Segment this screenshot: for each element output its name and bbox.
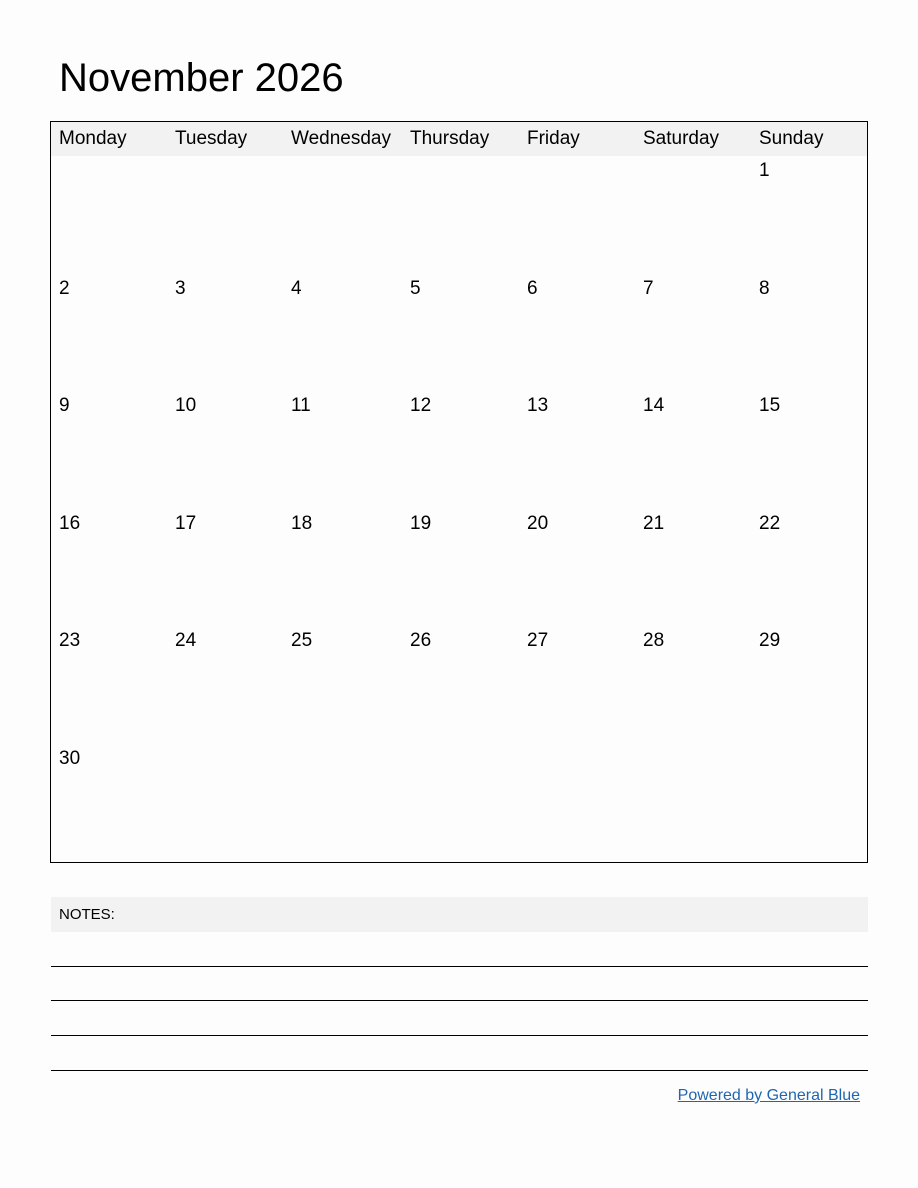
date-cell: 16	[59, 513, 81, 534]
date-cell: 3	[175, 278, 186, 299]
date-cell: 21	[643, 513, 665, 534]
date-cell: 29	[759, 630, 781, 651]
date-cell: 1	[759, 160, 770, 181]
powered-by-link[interactable]: Powered by General Blue	[677, 1087, 860, 1104]
date-cell: 8	[759, 278, 770, 299]
notes-label: NOTES:	[59, 906, 115, 923]
date-cell: 23	[59, 630, 81, 651]
date-cell: 20	[527, 513, 549, 534]
date-cell: 7	[643, 278, 654, 299]
weekday-thursday: Thursday	[410, 128, 490, 149]
weekday-tuesday: Tuesday	[175, 128, 248, 149]
date-cell: 24	[175, 630, 197, 651]
date-cell: 10	[175, 395, 197, 416]
date-cell: 26	[410, 630, 432, 651]
date-cell: 18	[291, 513, 313, 534]
date-cell: 22	[759, 513, 781, 534]
weekday-saturday: Saturday	[643, 128, 720, 149]
date-cell: 17	[175, 513, 197, 534]
date-cell: 6	[527, 278, 538, 299]
page-title: November 2026	[59, 56, 344, 100]
date-cell: 27	[527, 630, 549, 651]
date-cell: 19	[410, 513, 432, 534]
note-line	[51, 1035, 868, 1036]
date-cell: 2	[59, 278, 70, 299]
calendar-grid	[50, 121, 868, 863]
weekday-header-row	[51, 122, 867, 156]
date-cell: 25	[291, 630, 313, 651]
date-cell: 30	[59, 748, 81, 769]
weekday-monday: Monday	[59, 128, 127, 149]
date-cell: 14	[643, 395, 665, 416]
note-line	[51, 1070, 868, 1071]
date-cell: 9	[59, 395, 70, 416]
date-cell: 28	[643, 630, 665, 651]
notes-header	[51, 897, 868, 932]
note-line	[51, 966, 868, 967]
date-cell: 15	[759, 395, 781, 416]
weekday-friday: Friday	[527, 128, 580, 149]
date-cell: 11	[291, 395, 311, 416]
weekday-wednesday: Wednesday	[291, 128, 391, 149]
note-line	[51, 1000, 868, 1001]
date-cell: 13	[527, 395, 549, 416]
date-cell: 4	[291, 278, 302, 299]
date-cell: 5	[410, 278, 421, 299]
date-cell: 12	[410, 395, 432, 416]
weekday-sunday: Sunday	[759, 128, 824, 149]
